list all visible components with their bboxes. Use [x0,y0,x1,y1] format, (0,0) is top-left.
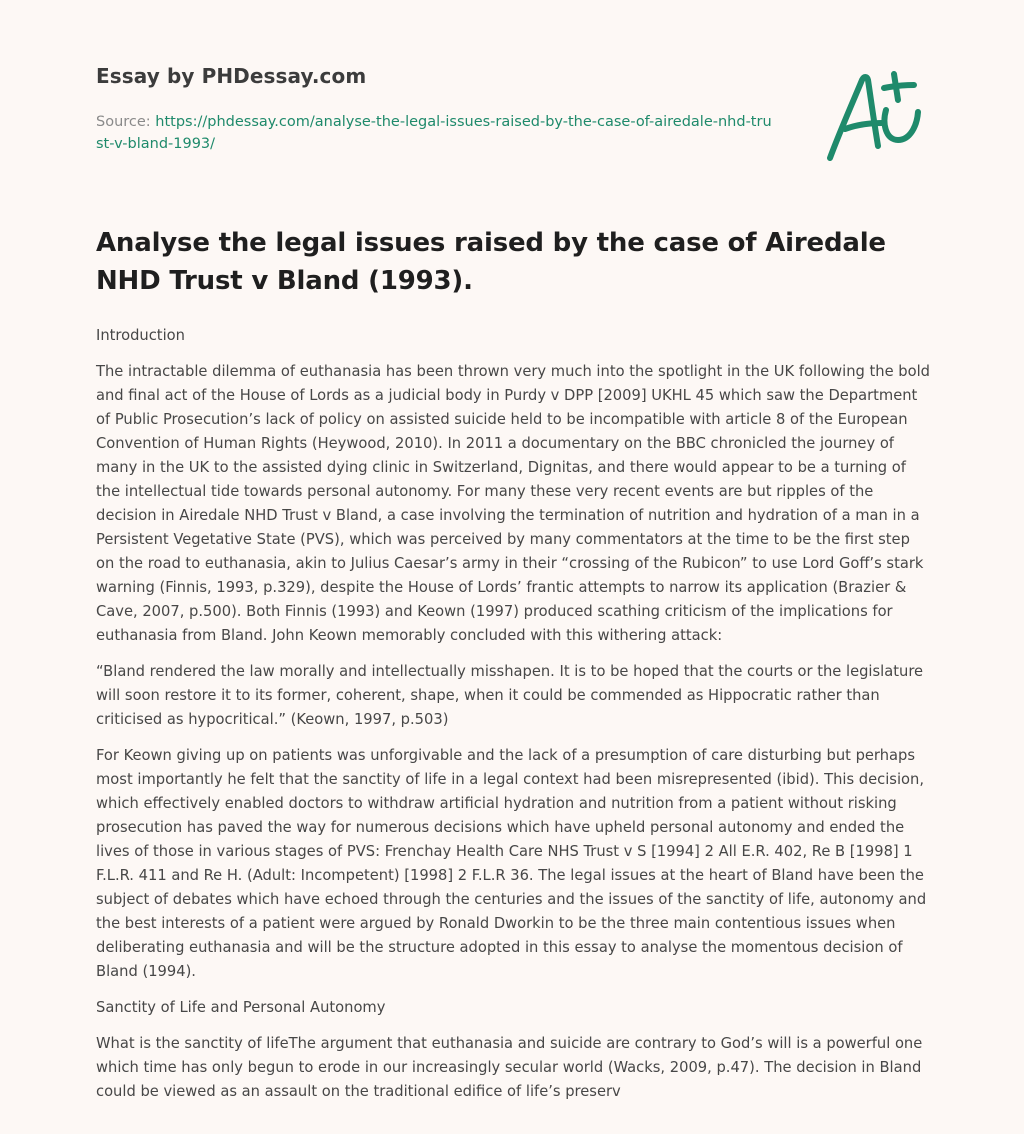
source-link[interactable]: https://phdessay.com/analyse-the-legal-issues-raised-by-the-case-of-airedale-nhd-trust-v-bland-1993/ [96,114,772,152]
paragraph-3: What is the sanctity of lifeThe argument that euthanasia and suicide are contrary to God’s will is a powerful one which time has only begun to erode in our increasingly secular world (Wacks, 2009, p.47). The decision in Bland could be viewed as an assault on the traditional edifice of life’s preserv [96,1035,923,1100]
source-label: Source: [96,114,151,130]
section-heading-sanctity: Sanctity of Life and Personal Autonomy [96,999,386,1016]
a-plus-logo-icon [818,66,928,166]
article-title: Analyse the legal issues raised by the case of Airedale NHD Trust v Bland (1993). [96,228,886,296]
article-body [96,324,932,1116]
site-brand: Essay by PHDessay.com [96,64,367,88]
block-quote: “Bland rendered the law morally and intellectually misshapen. It is to be hoped that the courts or the legislature will soon restore it to its former, coherent, shape, when it could be commended as Hippocratic rather than criticised as hypocritical.” (Keown, 1997, p.503) [96,663,924,728]
section-heading-introduction: Introduction [96,327,185,344]
source-line [96,111,776,155]
paragraph-2: For Keown giving up on patients was unforgivable and the lack of a presumption of care disturbing but perhaps most importantly he felt that the sanctity of life in a legal context had been misrepresented (ibid). This decision, which effectively enabled doctors to withdraw artificial hydration and nutrition from a patient without risking prosecution has paved the way for numerous decisions which have upheld personal autonomy and ended the lives of those in various stages of PVS: Frenchay Health Care NHS Trust v S [1994] 2 All E.R. 402, Re B [1998] 1 F.L.R. 411 and Re H. (Adult: Incompetent) [1998] 2 F.L.R 36. The legal issues at the heart of Bland have been the subject of debates which have echoed through the centuries and the issues of the sanctity of life, autonomy and the best interests of a patient were argued by Ronald Dworkin to be the three main contentious issues when deliberating euthanasia and will be the structure adopted in this essay to analyse the momentous decision of Bland (1994). [96,747,927,980]
paragraph-1: The intractable dilemma of euthanasia has been thrown very much into the spotlight in the UK following the bold and final act of the House of Lords as a judicial body in Purdy v DPP [2009] UKHL 45 which saw the Department of Public Prosecution’s lack of policy on assisted suicide held to be incompatible with article 8 of the European Convention of Human Rights (Heywood, 2010). In 2011 a documentary on the BBC chronicled the journey of many in the UK to the assisted dying clinic in Switzerland, Dignitas, and there would appear to be a turning of the intellectual tide towards personal autonomy. For many these very recent events are but ripples of the decision in Airedale NHD Trust v Bland, a case involving the termination of nutrition and hydration of a man in a Persistent Vegetative State (PVS), which was perceived by many commentators at the time to be the first step on the road to euthanasia, akin to Julius Caesar’s army in their “crossing of the Rubicon” to use Lord Goff’s stark warning (Finnis, 1993, p.329), despite the House of Lords’ frantic attempts to narrow its application (Brazier & Cave, 2007, p.500). Both Finnis (1993) and Keown (1997) produced scathing criticism of the implications for euthanasia from Bland. John Keown memorably concluded with this withering attack: [96,363,931,644]
